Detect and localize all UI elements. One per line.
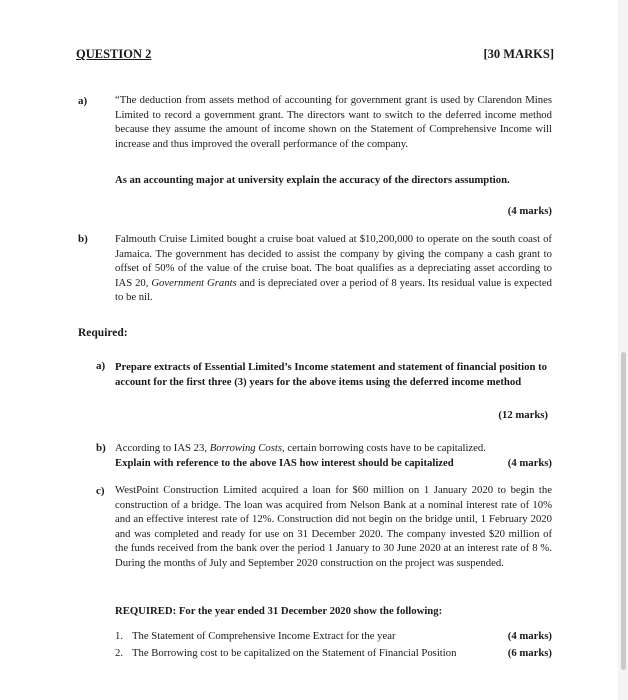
part-a-task: As an accounting major at university explain the accuracy of the directors assumption.: [115, 174, 510, 186]
part-b-text-start: Falmouth Cruise Limited bought a cruise boat valued at $10,200,000 to operate on the south coast of Jamaica. The government has decided to assist the company by giving the company a cash grant to offset of 50% of the value of the cruise boat. The boat qualifies as a depreciating asset according to IAS 20,: [115, 233, 552, 289]
required-b-line1-end: certain borrowing costs have to be capitalized.: [284, 442, 486, 454]
question-total-marks: [30 MARKS]: [483, 47, 554, 61]
part-a-marks: (4 marks): [507, 205, 552, 217]
list-item-1-number: 1.: [115, 630, 124, 642]
question-title: QUESTION 2: [76, 47, 152, 61]
required-a-text: Prepare extracts of Essential Limited’s Income statement and statement of financial position to account for the first three (3) years for the above items using the deferred income method: [115, 361, 547, 388]
part-a-text: “The deduction from assets method of accounting for government grant is used by Clarendon Mines Limited to record a government grant. The directors want to switch to the deferred income method because they assume the amount of income shown on the Statement of Comprehensive Income will increase and thus improved the overall performance of the company.: [115, 94, 552, 150]
list-item-1-text: The Statement of Comprehensive Income Extract for the year: [132, 630, 396, 642]
part-b-label: b): [78, 233, 88, 245]
list-item-2-marks: (6 marks): [507, 647, 552, 659]
required-a-marks: (12 marks): [498, 409, 548, 421]
required-b-line1-start: According to IAS 23,: [115, 442, 210, 454]
part-b-standard-title: Government Grants: [151, 276, 237, 289]
question-header: [76, 47, 554, 62]
list-item-2-number: 2.: [115, 647, 124, 659]
list-item-1-marks: (4 marks): [507, 630, 552, 642]
required-c-instruction: REQUIRED: For the year ended 31 December 2020 show the following:: [115, 605, 443, 617]
list-item-2-text: The Borrowing cost to be capitalized on the Statement of Financial Position: [132, 647, 457, 659]
required-b-label: b): [96, 442, 106, 454]
required-c-text: WestPoint Construction Limited acquired a loan for $60 million on 1 January 2020 to begin the construction of a bridge. The loan was acquired from Nelson Bank at a nominal interest rate of 10% and an effective interest rate of 12%. Construction did not begin on the bridge until, 1 February 2020 and was completed and ready for use on 31 December 2020. The company invested $20 million of the funds received from the bank over the period 1 January to 30 June 2020 at an interest rate of 8 %. During the months of July and September 2020 construction on the project was suspended.: [115, 484, 552, 569]
part-b-text-end: and is depreciated over a period of 8 years. Its residual value is expected to be nil.: [115, 276, 552, 304]
scrollbar-thumb[interactable]: [621, 352, 626, 670]
required-heading: Required:: [78, 327, 128, 339]
required-a-label: a): [96, 360, 106, 372]
required-b-line1: [115, 441, 552, 456]
required-b-line2: Explain with reference to the above IAS how interest should be capitalized: [115, 457, 454, 469]
required-c-label: c): [96, 485, 105, 497]
required-b-marks: (4 marks): [507, 457, 552, 469]
required-b-standard-title: Borrowing Costs,: [209, 442, 285, 454]
part-b-text: [115, 232, 552, 305]
part-a-label: a): [78, 95, 88, 107]
